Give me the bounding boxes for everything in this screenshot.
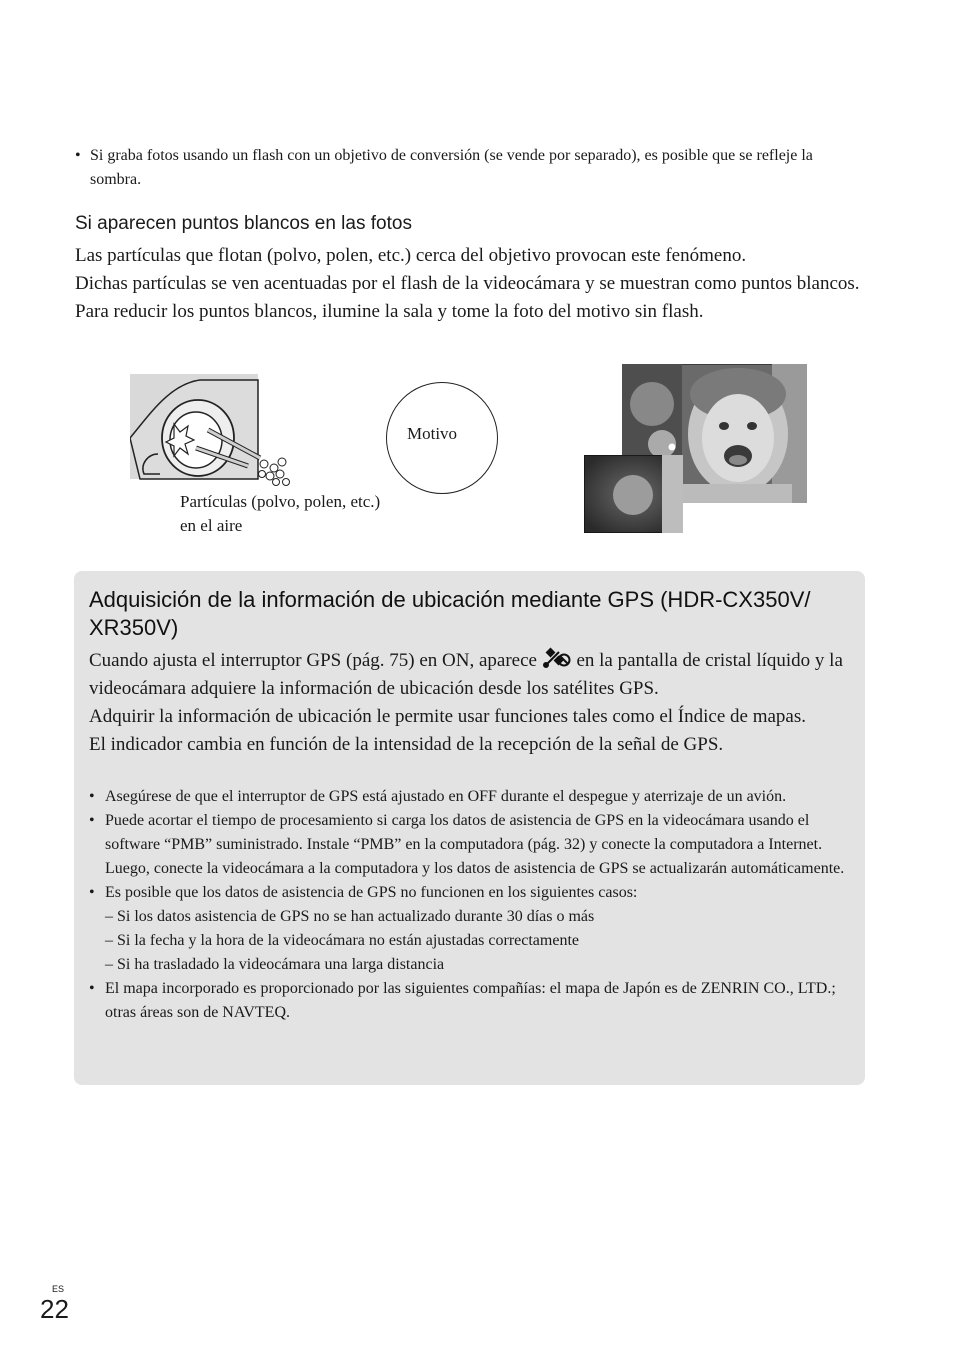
bullet-mark: • bbox=[75, 147, 81, 164]
list-item bbox=[89, 809, 849, 881]
page-number: 22 bbox=[40, 1294, 69, 1324]
gps-paragraph-1 bbox=[89, 647, 859, 703]
subject-label: Motivo bbox=[407, 424, 458, 443]
section-heading-white-spots: Si aparecen puntos blancos en las fotos bbox=[75, 213, 412, 234]
gps-paragraph-1-start: Cuando ajusta el interruptor GPS (pág. 75) en ON, aparece bbox=[89, 650, 537, 671]
gps-paragraph-2: Adquirir la información de ubicación le permite usar funciones tales como el Índice de mapas. bbox=[89, 706, 806, 727]
bullet-mark: • bbox=[89, 980, 95, 997]
top-note bbox=[75, 144, 865, 192]
top-note-text: Si graba fotos usando un flash con un objetivo de conversión (se vende por separado), es posible que se refleje la sombra. bbox=[90, 147, 813, 188]
list-item bbox=[89, 785, 849, 809]
particles-label: Partículas (polvo, polen, etc.) en el aire bbox=[180, 492, 381, 535]
section-body-white-spots bbox=[75, 242, 875, 326]
gps-satellite-icon bbox=[542, 647, 572, 669]
sub-list bbox=[105, 905, 849, 977]
paragraph: Dichas partículas se ven acentuadas por el flash de la videocámara y se muestran como puntos blancos. bbox=[75, 273, 860, 294]
bullet-mark: • bbox=[89, 884, 95, 901]
gps-notes-list bbox=[89, 785, 849, 1025]
list-item-text: Es posible que los datos de asistencia de GPS no funcionen en los siguientes casos: bbox=[105, 884, 638, 901]
list-item-text: El mapa incorporado es proporcionado por las siguientes compañías: el mapa de Japón es de ZENRIN CO., LTD.; otras áreas son de NAVTEQ. bbox=[105, 980, 836, 1021]
list-item-text: Asegúrese de que el interruptor de GPS está ajustado en OFF durante el despegue y aterrizaje de un avión. bbox=[105, 788, 787, 805]
list-item-text: Puede acortar el tiempo de procesamiento si carga los datos de asistencia de GPS en la videocámara usando el software “PMB” suministrado. Instale “PMB” en la computadora (pág. 32) y conecte la computadora a Internet. Luego, conecte la videocámara a la computadora y los datos de asistencia de GPS se actualizarán automáticamente. bbox=[105, 812, 845, 877]
paragraph: Las partículas que flotan (polvo, polen, etc.) cerca del objetivo provocan este fenómeno. bbox=[75, 245, 747, 266]
list-item bbox=[89, 881, 849, 977]
page-language-code: ES bbox=[52, 1284, 65, 1294]
camera-flash-illustration bbox=[130, 374, 290, 486]
bullet-mark: • bbox=[89, 788, 95, 805]
list-item bbox=[89, 977, 849, 1025]
gps-section-heading: Adquisición de la información de ubicación mediante GPS (HDR-CX350V/ XR350V) bbox=[89, 587, 811, 640]
bullet-mark: • bbox=[89, 812, 95, 829]
zoomed-white-spot bbox=[584, 455, 683, 533]
gps-paragraph-3: El indicador cambia en función de la intensidad de la recepción de la señal de GPS. bbox=[89, 734, 724, 755]
sub-list-item: – Si los datos asistencia de GPS no se han actualizado durante 30 días o más bbox=[105, 908, 595, 925]
paragraph: Para reducir los puntos blancos, ilumine la sala y tome la foto del motivo sin flash. bbox=[75, 301, 704, 322]
sub-list-item: – Si la fecha y la hora de la videocámara no están ajustadas correctamente bbox=[105, 932, 579, 949]
gps-paragraph-1-end: en la pantalla de cristal líquido y la videocámara adquiere la información de ubicación desde los satélites GPS. bbox=[89, 650, 843, 699]
sub-list-item: – Si ha trasladado la videocámara una larga distancia bbox=[105, 956, 445, 973]
gps-section-body bbox=[89, 647, 859, 759]
